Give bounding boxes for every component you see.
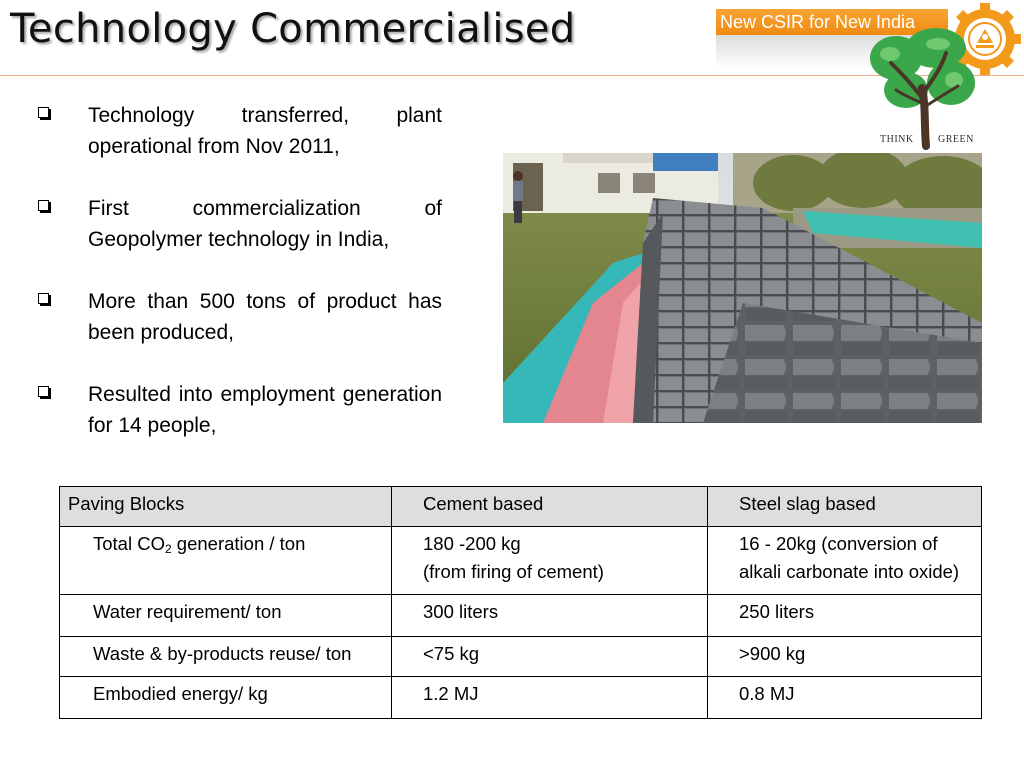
table-row <box>60 677 982 719</box>
paving-blocks-photo <box>503 153 982 423</box>
bullet-item <box>38 379 442 441</box>
bullet-item <box>38 286 442 348</box>
comparison-table <box>59 486 982 719</box>
table-row <box>60 637 982 677</box>
bullet-text: Resulted into employment generation for 14 people, <box>88 383 442 437</box>
cement-cell: <75 kg <box>392 637 708 677</box>
table-row <box>60 595 982 637</box>
checkbox-bullet-icon <box>38 293 49 304</box>
tree-caption-green: GREEN <box>938 134 974 145</box>
cement-cell <box>392 527 708 595</box>
slag-cell: 0.8 MJ <box>708 677 982 719</box>
table-row <box>60 527 982 595</box>
bullet-text: First commercialization of Geopolymer technology in India, <box>88 197 442 251</box>
label-text: Total CO <box>93 533 165 554</box>
bullet-list <box>38 100 442 472</box>
bullet-item <box>38 100 442 162</box>
label-text-rest: generation / ton <box>171 533 306 554</box>
row-label-cell: Waste & by-products reuse/ ton <box>60 637 392 677</box>
cement-line: 180 -200 kg <box>423 533 521 554</box>
cement-line: (from firing of cement) <box>423 561 604 582</box>
checkbox-bullet-icon <box>38 107 49 118</box>
row-label-cell <box>60 527 392 595</box>
cement-cell: 1.2 MJ <box>392 677 708 719</box>
slag-cell: 16 - 20kg (conversion of alkali carbonate into oxide) <box>708 527 982 595</box>
row-label-cell: Embodied energy/ kg <box>60 677 392 719</box>
bullet-text: More than 500 tons of product has been produced, <box>88 290 442 344</box>
label-subscript: 2 <box>164 542 172 556</box>
bullet-item <box>38 193 442 255</box>
slide-title: Technology Commercialised <box>10 6 576 52</box>
cement-cell: 300 liters <box>392 595 708 637</box>
slag-cell: 250 liters <box>708 595 982 637</box>
header-cell: Paving Blocks <box>60 487 392 527</box>
row-label-cell: Water requirement/ ton <box>60 595 392 637</box>
slag-cell: >900 kg <box>708 637 982 677</box>
csir-banner: New CSIR for New India <box>716 9 948 35</box>
tree-caption-think: THINK <box>880 134 914 145</box>
checkbox-bullet-icon <box>38 200 49 211</box>
header-cell: Cement based <box>392 487 708 527</box>
header-cell: Steel slag based <box>708 487 982 527</box>
bullet-text: Technology transferred, plant operational from Nov 2011, <box>88 104 442 158</box>
table-header-row <box>60 487 982 527</box>
checkbox-bullet-icon <box>38 386 49 397</box>
